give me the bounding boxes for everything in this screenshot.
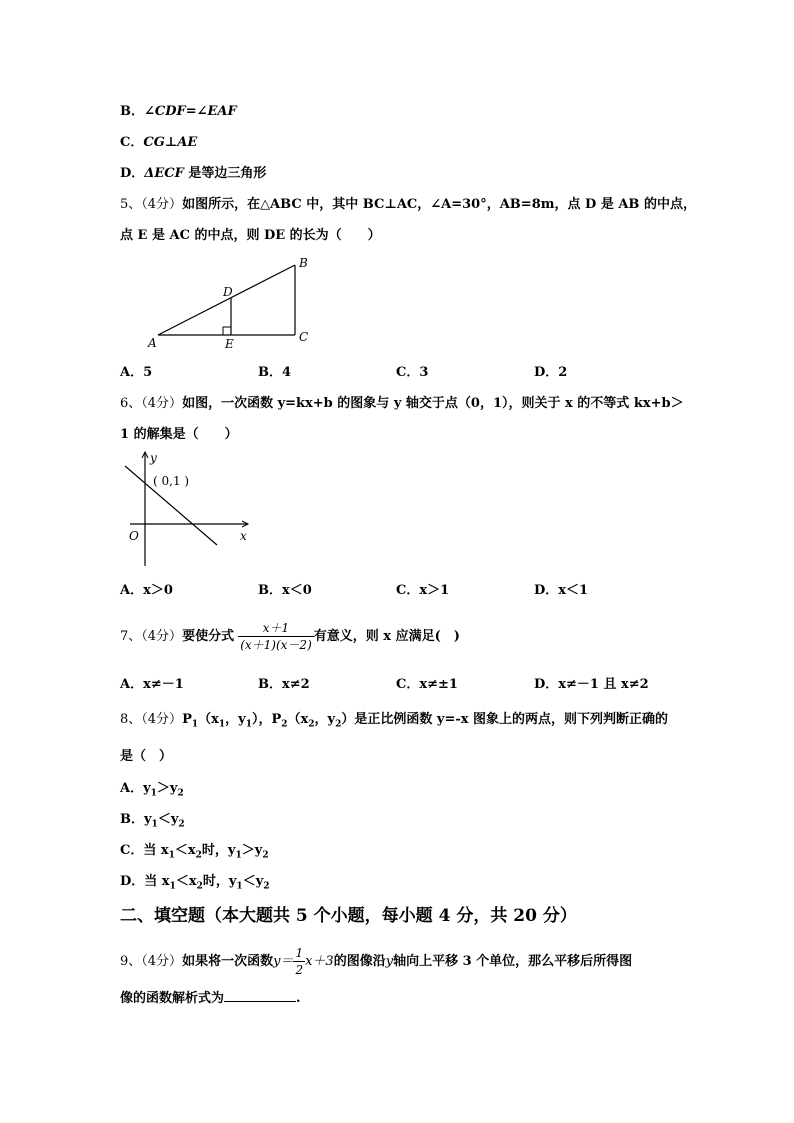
segment-ab <box>158 265 295 335</box>
q5-option-c[interactable]: C．3 <box>396 365 429 380</box>
q6-option-c[interactable]: C．x＞1 <box>396 583 450 598</box>
q6-stem-line1: 6、（4分）如图，一次函数 y=kx+b 的图象与 y 轴交于点（0，1），则关于 x 的不等式 kx+b＞ <box>120 396 684 411</box>
q6-option-b[interactable]: B．x＜0 <box>258 583 312 598</box>
q6-option-a[interactable]: A．x＞0 <box>120 583 173 598</box>
q9-stem-line1: 9、（4分）如果将一次函数y＝ $\frac{1}{2}$ x＋3的图像沿y轴向上平移 3 个单位，那么平移后所得图 <box>120 946 633 977</box>
q5-stem-line1: 5、（4分）如图所示，在△ABC 中，其中 BC⊥AC，∠A=30°，AB=8m，点 D 是 AB 的中点， <box>120 197 696 212</box>
q4-option-c: C．CG⊥AE <box>120 135 198 150</box>
q8-option-a[interactable]: A．$y_1>y_2$ <box>120 781 184 799</box>
q8-option-d[interactable]: D．当 $x_1<x_2$时，$y_1<y_2$ <box>120 874 270 892</box>
q8-stem-line1: 8、（4分）$P_1(x_1$，$y_1$），$P_2(x_2$，$y_2$）是正比例函数 y=-x 图象上的两点，则下列判断正确的 <box>120 712 669 730</box>
q5-triangle-figure <box>140 255 320 353</box>
label-origin: O <box>129 529 139 543</box>
q7-option-b[interactable]: B．x≠2 <box>258 677 310 692</box>
label-y: y <box>150 451 157 465</box>
q6-graph-figure <box>120 448 260 572</box>
q7-option-a[interactable]: A．x≠－1 <box>120 677 184 692</box>
label-intercept: ( 0,1 ) <box>153 474 190 488</box>
label-c: C <box>299 330 309 344</box>
section-title-fill-in-blank: 二、填空题（本大题共 5 个小题，每小题 4 分，共 20 分） <box>120 906 577 926</box>
q5-option-a[interactable]: A．5 <box>120 365 153 380</box>
q7-option-c[interactable]: C．x≠±1 <box>396 677 458 692</box>
q9-fraction: $\frac{1}{2}$ <box>295 946 304 977</box>
q9-stem-line2: 像的函数解析式为 . <box>120 991 301 1006</box>
label-a: A <box>148 336 157 350</box>
label-d: D <box>223 285 233 299</box>
q6-stem-line2: 1 的解集是（ ） <box>120 427 238 442</box>
right-angle-mark <box>223 327 231 335</box>
q7-fraction: $\frac{x+1}{(x+1)(x-2)}$ <box>240 621 312 652</box>
q5-stem-line2: 点 E 是 AC 的中点，则 DE 的长为（ ） <box>120 228 381 243</box>
q5-option-b[interactable]: B．4 <box>258 365 292 380</box>
q7-stem: 7、（4分）要使分式 $\frac{x+1}{(x+1)(x-2)}$ 有意义，则 x 应满足( ) <box>120 621 460 652</box>
label-e: E <box>225 337 234 351</box>
label-x: x <box>240 529 247 543</box>
q4-option-b: B．∠CDF=∠EAF <box>120 104 237 119</box>
q6-option-d[interactable]: D．x＜1 <box>534 583 589 598</box>
answer-blank[interactable] <box>224 989 296 1002</box>
q8-option-c[interactable]: C．当 $x_1<x_2$时，$y_1>y_2$ <box>120 843 269 861</box>
q8-stem-line2: 是（ ） <box>120 749 173 764</box>
q7-option-d[interactable]: D．x≠－1 且 x≠2 <box>534 677 649 692</box>
q4-option-d: D．ΔECF 是等边三角形 <box>120 166 267 181</box>
q8-option-b[interactable]: B．$y_1<y_2$ <box>120 812 185 830</box>
label-b: B <box>299 256 308 270</box>
q5-option-d[interactable]: D．2 <box>534 365 568 380</box>
